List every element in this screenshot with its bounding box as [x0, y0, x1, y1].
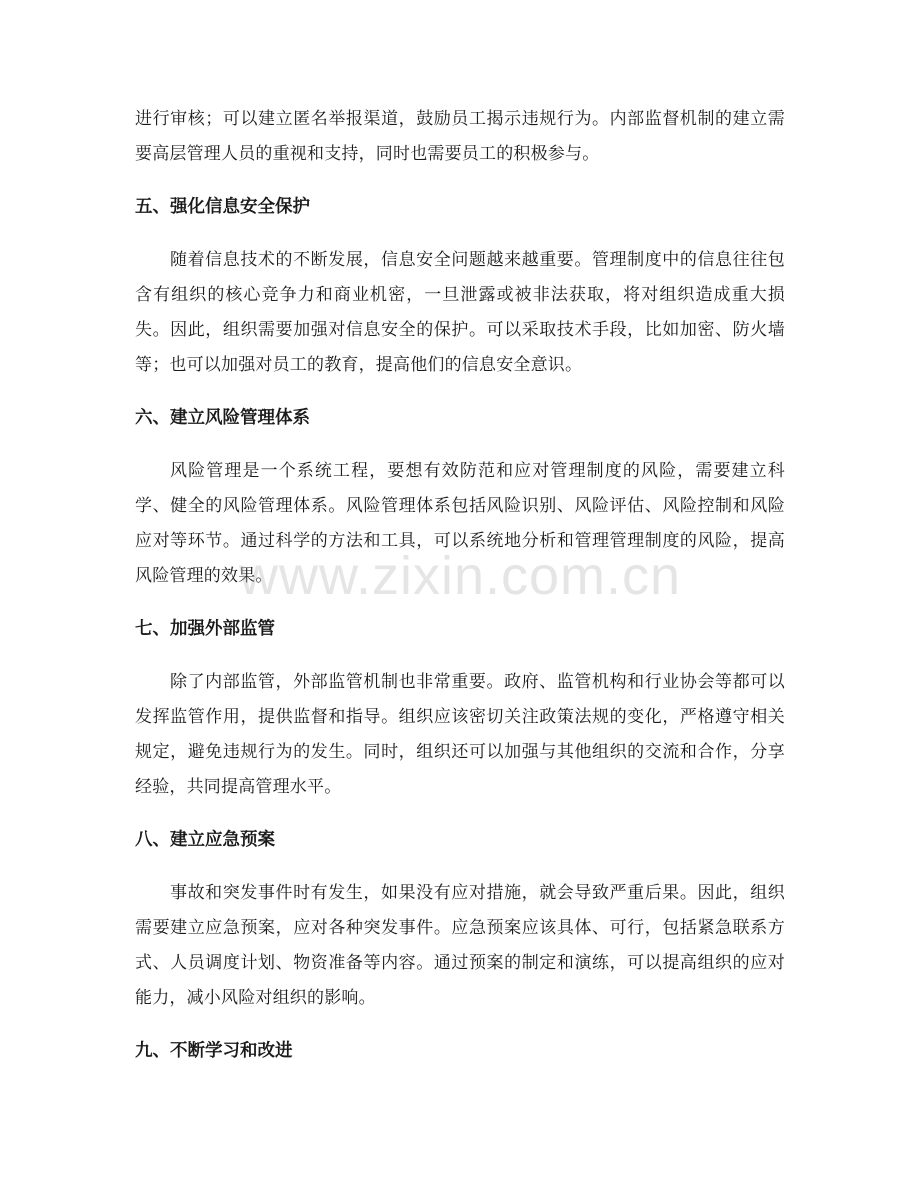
section-heading-8: 八、建立应急预案 — [135, 830, 275, 850]
section-heading-9: 九、不断学习和改进 — [135, 1041, 293, 1061]
document-body — [135, 102, 785, 1069]
watermark: www.zixin.com.cn — [238, 546, 682, 606]
section-heading-5: 五、强化信息安全保护 — [135, 197, 310, 217]
section-body-6: 风险管理是一个系统工程，要想有效防范和应对管理制度的风险，需要建立科学、健全的风险管理体系。风险管理体系包括风险识别、风险评估、风险控制和风险应对等环节。通过科学的方法和工具，可以系统地分析和管理管理制度的风险，提高风险管理的效果。 — [135, 461, 785, 586]
section-body-5: 随着信息技术的不断发展，信息安全问题越来越重要。管理制度中的信息往往包含有组织的核心竞争力和商业机密，一旦泄露或被非法获取，将对组织造成重大损失。因此，组织需要加强对信息安全的保护。可以采取技术手段，比如加密、防火墙等；也可以加强对员工的教育，提高他们的信息安全意识。 — [135, 250, 785, 375]
section-body-7: 除了内部监管，外部监管机制也非常重要。政府、监管机构和行业协会等都可以发挥监管作用，提供监督和指导。组织应该密切关注政策法规的变化，严格遵守相关规定，避免违规行为的发生。同时，组织还可以加强与其他组织的交流和合作，分享经验，共同提高管理水平。 — [135, 672, 785, 797]
section-heading-7: 七、加强外部监管 — [135, 619, 275, 639]
intro-paragraph: 进行审核；可以建立匿名举报渠道，鼓励员工揭示违规行为。内部监督机制的建立需要高层管理人员的重视和支持，同时也需要员工的积极参与。 — [135, 109, 785, 164]
section-heading-6: 六、建立风险管理体系 — [135, 408, 310, 428]
section-body-8: 事故和突发事件时有发生，如果没有应对措施，就会导致严重后果。因此，组织需要建立应急预案，应对各种突发事件。应急预案应该具体、可行，包括紧急联系方式、人员调度计划、物资准备等内容。通过预案的制定和演练，可以提高组织的应对能力，减小风险对组织的影响。 — [135, 883, 785, 1008]
